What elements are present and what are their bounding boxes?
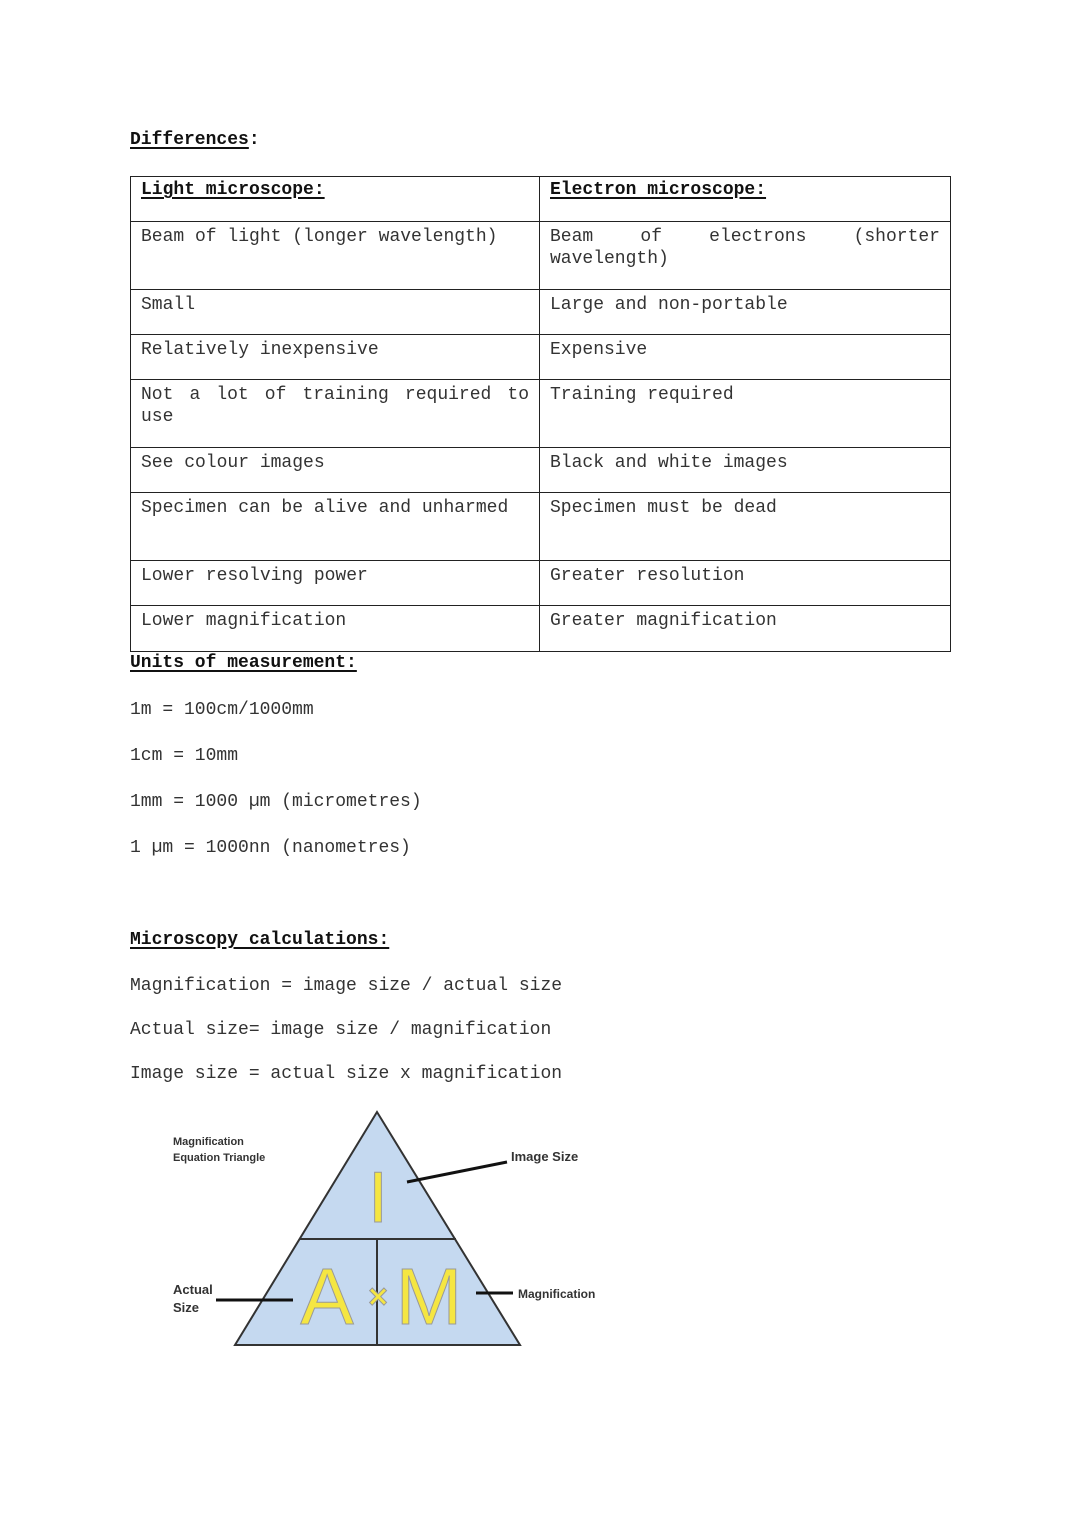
header-electron-microscope: Electron microscope: xyxy=(540,177,951,222)
table-cell: See colour images xyxy=(131,448,540,493)
table-cell: Beam of electrons (shorter wavelength) xyxy=(540,222,951,290)
image-size-pointer xyxy=(407,1162,507,1182)
times-symbol: × xyxy=(368,1278,388,1316)
table-cell: Small xyxy=(131,290,540,335)
table-cell: Specimen can be alive and unharmed xyxy=(131,493,540,561)
table-row xyxy=(131,493,951,561)
letter-m: M xyxy=(395,1252,463,1341)
table-row xyxy=(131,335,951,380)
table-cell: Large and non-portable xyxy=(540,290,951,335)
unit-line: 1mm = 1000 µm (micrometres) xyxy=(130,792,422,812)
table-row xyxy=(131,606,951,652)
label-actual-line2: Size xyxy=(173,1300,200,1315)
table-row xyxy=(131,380,951,448)
label-magnification: Magnification xyxy=(518,1287,596,1301)
table-cell: Greater magnification xyxy=(540,606,951,652)
unit-line: 1 µm = 1000nn (nanometres) xyxy=(130,838,411,858)
table-row xyxy=(131,561,951,606)
formula-line: Image size = actual size x magnification xyxy=(130,1064,563,1084)
table-row xyxy=(131,448,951,493)
table-row xyxy=(131,222,951,290)
table-cell: Specimen must be dead xyxy=(540,493,951,561)
letter-a: A xyxy=(300,1252,354,1341)
table-cell: Relatively inexpensive xyxy=(131,335,540,380)
table-cell: Expensive xyxy=(540,335,951,380)
table-cell: Beam of light (longer wavelength) xyxy=(131,222,540,290)
magnification-triangle-diagram xyxy=(150,1100,620,1360)
table-cell: Training required xyxy=(540,380,951,448)
calculations-heading: Microscopy calculations: xyxy=(130,930,390,950)
table-row xyxy=(131,290,951,335)
letter-i: I xyxy=(367,1158,389,1238)
differences-heading: Differences: xyxy=(130,130,260,150)
formula-line: Actual size= image size / magnification xyxy=(130,1020,552,1040)
unit-line: 1cm = 10mm xyxy=(130,746,239,766)
triangle-title-line2: Equation Triangle xyxy=(173,1152,266,1164)
unit-line: 1m = 100cm/1000mm xyxy=(130,700,314,720)
triangle-title-line1: Magnification xyxy=(173,1136,244,1148)
table-header-row xyxy=(131,177,951,222)
label-image-size: Image Size xyxy=(511,1149,579,1164)
table-cell: Lower magnification xyxy=(131,606,540,652)
table-cell: Not a lot of training required to use xyxy=(131,380,540,448)
header-light-microscope: Light microscope: xyxy=(131,177,540,222)
table-cell: Black and white images xyxy=(540,448,951,493)
label-actual-line1: Actual xyxy=(173,1282,213,1297)
table-cell: Greater resolution xyxy=(540,561,951,606)
units-heading: Units of measurement: xyxy=(130,653,357,673)
table-cell: Lower resolving power xyxy=(131,561,540,606)
formula-line: Magnification = image size / actual size xyxy=(130,976,563,996)
differences-table xyxy=(130,176,951,652)
